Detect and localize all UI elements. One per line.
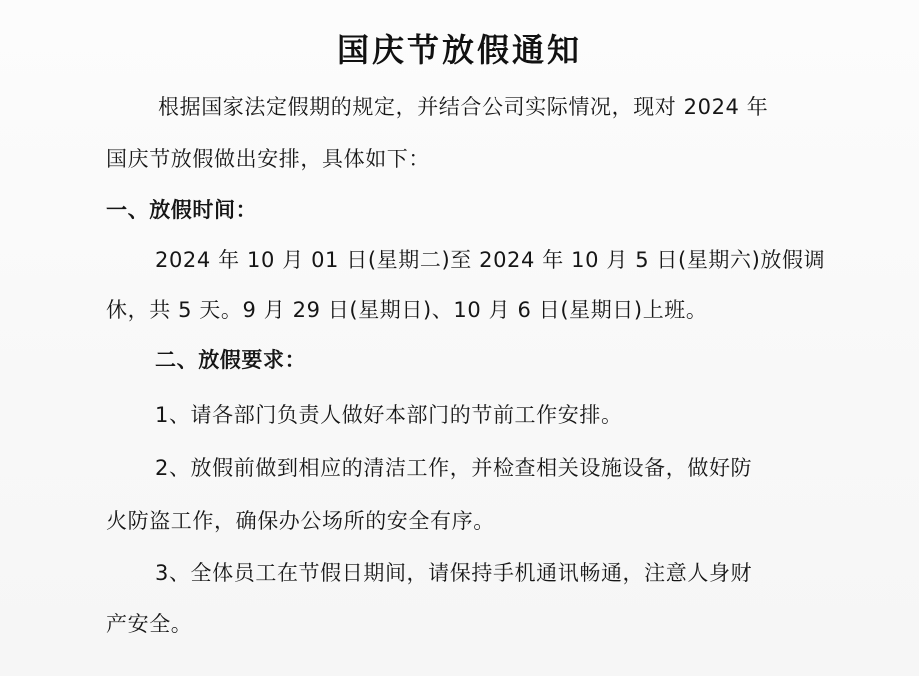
section-1-heading: 一、放假时间： — [106, 198, 258, 222]
requirement-item-3-line-2: 产安全。 — [106, 612, 193, 636]
requirement-item-3-line-1: 3、全体员工在节假日期间，请保持手机通讯畅通，注意人身财 — [155, 561, 753, 585]
section-1-line-2: 休，共 5 天。9 月 29 日(星期日)、10 月 6 日(星期日)上班。 — [106, 298, 708, 322]
section-2-heading: 二、放假要求： — [155, 348, 307, 372]
document-title: 国庆节放假通知 — [336, 31, 582, 69]
intro-line-1: 根据国家法定假期的规定，并结合公司实际情况，现对 2024 年 — [158, 95, 769, 119]
requirement-item-2-line-2: 火防盗工作，确保办公场所的安全有序。 — [106, 509, 495, 533]
requirement-item-2-line-1: 2、放假前做到相应的清洁工作，并检查相关设施设备，做好防 — [155, 456, 753, 480]
intro-line-2: 国庆节放假做出安排，具体如下： — [106, 147, 430, 171]
requirement-item-1: 1、请各部门负责人做好本部门的节前工作安排。 — [155, 403, 623, 427]
section-1-line-1: 2024 年 10 月 01 日(星期二)至 2024 年 10 月 5 日(星期六)放假调 — [155, 248, 826, 272]
